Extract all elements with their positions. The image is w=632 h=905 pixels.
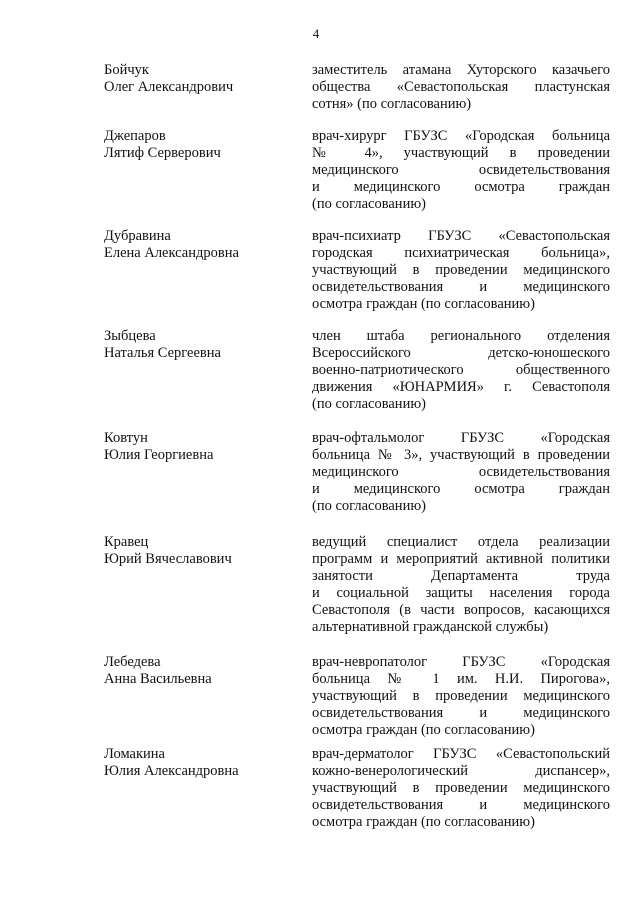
position-line: городская психиатрическая больница»,	[312, 245, 610, 261]
position-line: освидетельствования и медицинского	[312, 797, 610, 813]
position-line: участвующий в проведении медицинского	[312, 262, 610, 278]
member-surname: Бойчук	[104, 62, 149, 78]
position-line: № 4», участвующий в проведении	[312, 145, 610, 161]
member-surname: Кравец	[104, 534, 149, 550]
member-name	[104, 534, 294, 568]
position-line: член штаба регионального отделения	[312, 328, 610, 344]
member-given-names: Наталья Сергеевна	[104, 345, 221, 361]
position-line: и медицинского осмотра граждан	[312, 179, 610, 195]
position-line: медицинского освидетельствования	[312, 464, 610, 480]
position-line: участвующий в проведении медицинского	[312, 780, 610, 796]
position-line: общества «Севастопольская пластунская	[312, 79, 610, 95]
member-surname: Зыбцева	[104, 328, 156, 344]
position-line: сотня» (по согласованию)	[312, 96, 472, 112]
member-position	[312, 128, 610, 213]
member-surname: Лебедева	[104, 654, 161, 670]
member-position	[312, 328, 610, 413]
position-line: участвующий в проведении медицинского	[312, 688, 610, 704]
member-position	[312, 746, 610, 831]
position-line: больница № 3», участвующий в проведении	[312, 447, 610, 463]
member-given-names: Анна Васильевна	[104, 671, 212, 687]
member-surname: Дубравина	[104, 228, 171, 244]
member-position	[312, 430, 610, 515]
position-line: ведущий специалист отдела реализации	[312, 534, 610, 550]
position-line: врач-невропатолог ГБУЗС «Городская	[312, 654, 610, 670]
position-line: и социальной защиты населения города	[312, 585, 610, 601]
member-surname: Джепаров	[104, 128, 166, 144]
member-given-names: Лятиф Серверович	[104, 145, 221, 161]
member-name	[104, 228, 294, 262]
position-line: осмотра граждан (по согласованию)	[312, 296, 535, 312]
position-line: врач-хирург ГБУЗС «Городская больница	[312, 128, 610, 144]
position-line: заместитель атамана Хуторского казачьего	[312, 62, 610, 78]
position-line: (по согласованию)	[312, 498, 426, 514]
member-name	[104, 746, 294, 780]
position-line: движения «ЮНАРМИЯ» г. Севастополя	[312, 379, 610, 395]
position-line: кожно-венерологический диспансер»,	[312, 763, 610, 779]
position-line: альтернативной гражданской службы)	[312, 619, 549, 635]
position-line: (по согласованию)	[312, 196, 426, 212]
member-position	[312, 62, 610, 113]
position-line: осмотра граждан (по согласованию)	[312, 722, 535, 738]
member-given-names: Олег Александрович	[104, 79, 234, 95]
position-line: больница № 1 им. Н.И. Пирогова»,	[312, 671, 610, 687]
position-line: (по согласованию)	[312, 396, 426, 412]
page-number: 4	[312, 26, 320, 41]
position-line: врач-психиатр ГБУЗС «Севастопольская	[312, 228, 610, 244]
member-name	[104, 62, 294, 96]
position-line: освидетельствования и медицинского	[312, 279, 610, 295]
member-name	[104, 128, 294, 162]
member-given-names: Юлия Александровна	[104, 763, 239, 779]
position-line: врач-офтальмолог ГБУЗС «Городская	[312, 430, 610, 446]
member-name	[104, 654, 294, 688]
position-line: программ и мероприятий активной политики	[312, 551, 610, 567]
position-line: Всероссийского детско-юношеского	[312, 345, 610, 361]
position-line: врач-дерматолог ГБУЗС «Севастопольский	[312, 746, 610, 762]
position-line: военно-патриотического общественного	[312, 362, 610, 378]
position-line: занятости Департамента труда	[312, 568, 610, 584]
member-position	[312, 654, 610, 739]
position-line: освидетельствования и медицинского	[312, 705, 610, 721]
member-surname: Ковтун	[104, 430, 148, 446]
member-given-names: Юлия Георгиевна	[104, 447, 214, 463]
member-name	[104, 430, 294, 464]
position-line: и медицинского осмотра граждан	[312, 481, 610, 497]
member-given-names: Юрий Вячеславович	[104, 551, 232, 567]
member-name	[104, 328, 294, 362]
position-line: осмотра граждан (по согласованию)	[312, 814, 535, 830]
member-surname: Ломакина	[104, 746, 165, 762]
member-position	[312, 534, 610, 636]
position-line: Севастополя (в части вопросов, касающихся	[312, 602, 610, 618]
member-given-names: Елена Александровна	[104, 245, 239, 261]
position-line: медицинского освидетельствования	[312, 162, 610, 178]
member-position	[312, 228, 610, 313]
